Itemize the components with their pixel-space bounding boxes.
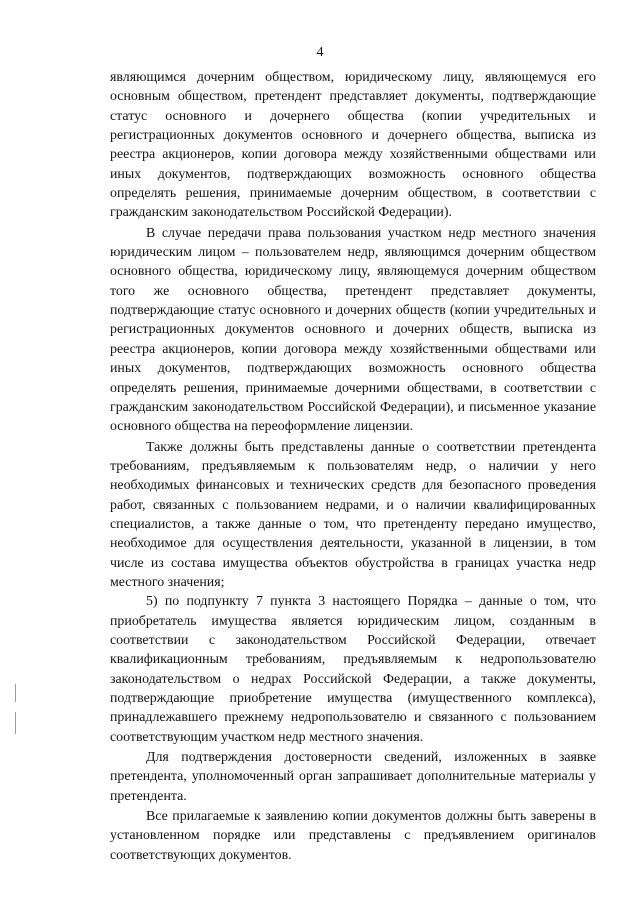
scan-margin-mark <box>15 712 16 734</box>
paragraph-item-5: 5) по подпункту 7 пункта 3 настоящего Порядка – данные о том, что приобретатель имущества является юридическим лицом, созданным в соответствии с законодательством Российской Федерации, отвечает квалификационным требованиям, предъявляемым к недропользователю законодательством о недрах Российской Федерации, а также документы, подтверждающие приобретение имущества (имущественного комплекса), принадлежавшего прежнему недропользователю и связанного с пользованием соответствующим участком недр местного значения. <box>110 594 596 745</box>
paragraph-continuation: являющимся дочерним обществом, юридическому лицу, являющемуся его основным обществом, претендент представляет документы, подтверждающие статус основного и дочернего общества (копии учредительных и регистрационных документов основного и дочернего общества, выписка из реестра акционеров, копии договора между хозяйственными обществами или иных документов, подтверждающих возможность основного общества определять решения, принимаемые дочерним обществом, в соответствии с гражданским законодательством Российской Федерации). <box>110 70 596 221</box>
page-number: 4 <box>316 45 324 60</box>
paragraph-requirements-data: Также должны быть представлены данные о соответствии претендента требованиям, предъявляемым к пользователям недр, о наличии у него необходимых финансовых и технических средств для безопасного проведения работ, связанных с пользованием недрами, и о наличии квалифицированных специалистов, а также данные о том, что претенденту передано имущество, необходимое для осуществления деятельности, указанной в лицензии, в том числе из состава имущества объектов обустройства в границах участка недр местного значения; <box>110 439 596 590</box>
paragraph-certified-copies: Все прилагаемые к заявлению копии документов должны быть заверены в установленном порядке или представлены с предъявлением оригиналов соответствующих документов. <box>110 809 596 863</box>
scan-margin-mark <box>15 684 16 702</box>
paragraph-subsidiary-transfer: В случае передачи права пользования участком недр местного значения юридическим лицом – пользователем недр, являющимся дочерним обществом основного общества, юридическому лицу, являющемуся дочерним обществом того же основного общества, претендент представляет документы, подтверждающие статус основного и дочерних обществ (копии учредительных и регистрационных документов основного и дочерних обществ, выписка из реестра акционеров, копии договора между хозяйственными обществами или иных документов, подтверждающих возможность основного общества определять решения, принимаемые дочерними обществами, в соответствии с гражданским законодательством Российской Федерации), и письменное указание основного общества на переоформление лицензии. <box>110 225 596 435</box>
document-body <box>110 68 596 865</box>
paragraph-verification: Для подтверждения достоверности сведений, изложенных в заявке претендента, уполномоченный орган запрашивает дополнительные материалы у претендента. <box>110 750 596 804</box>
